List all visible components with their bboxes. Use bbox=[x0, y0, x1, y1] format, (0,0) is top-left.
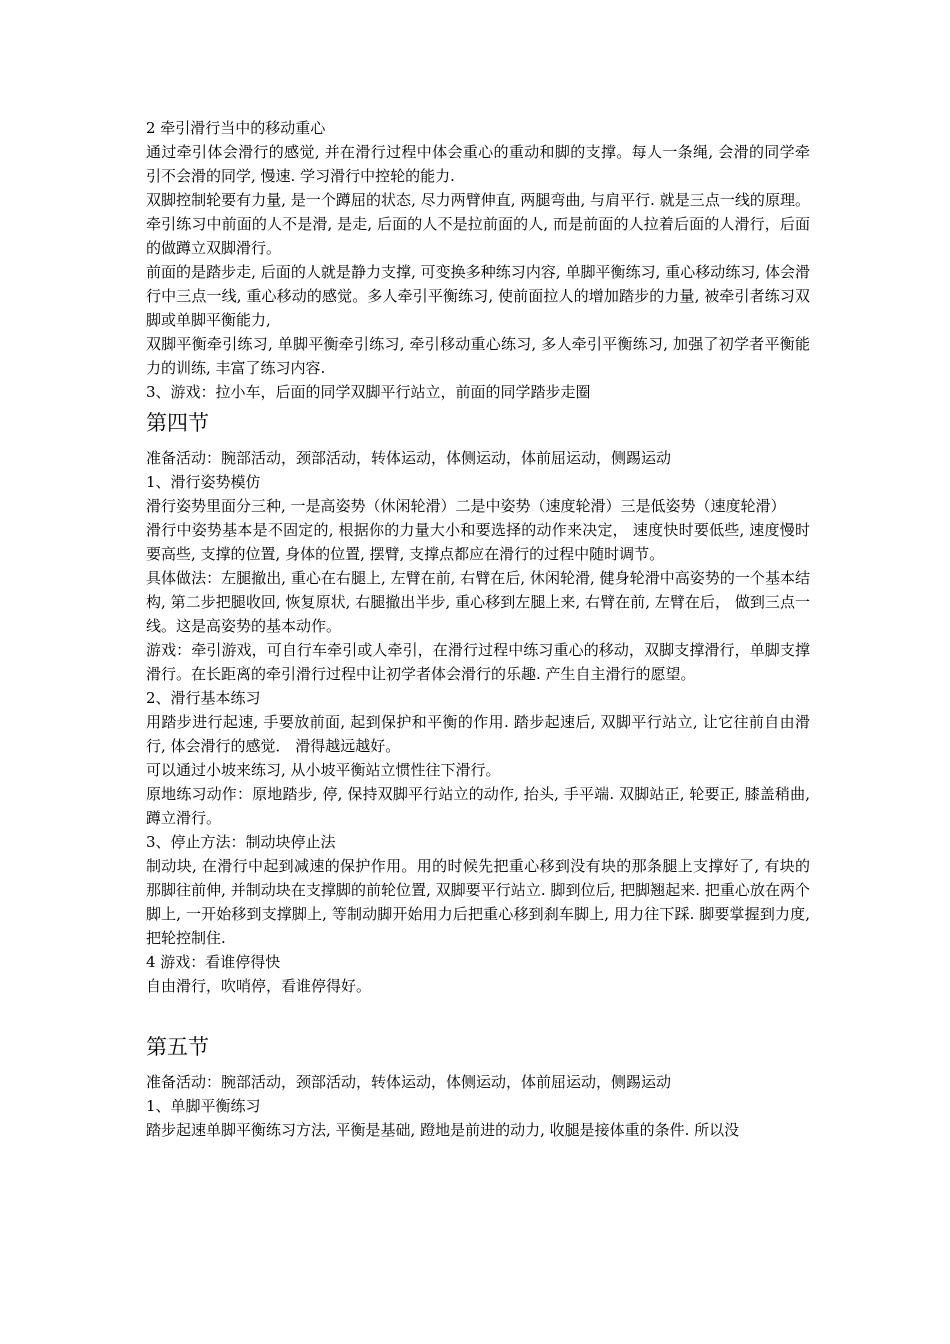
paragraph: 前面的是踏步走, 后面的人就是静力支撑, 可变换多种练习内容, 单脚平衡练习, 重心移动练习, 体会滑行中三点一线, 重心移动的感觉。多人牵引平衡练习, 使前面拉人的增加踏步的力量, 被牵引者练习双脚或单脚平衡能力, bbox=[146, 263, 810, 329]
paragraph: 准备活动：腕部活动，颈部活动，转体运动，体侧运动，体前屈运动，侧踢运动 bbox=[146, 449, 672, 467]
paragraph: 具体做法：左腿撤出, 重心在右腿上, 左臂在前, 右臂在后, 休闲轮滑, 健身轮滑中高姿势的一个基本结构, 第二步把腿收回, 恢复原状, 右腿撤出半步, 重心移到左腿上来, 右臂在前, 左臂在后， 做到三点一线。这是高姿势的基本动作。 bbox=[146, 569, 810, 635]
document-page bbox=[146, 116, 810, 1142]
paragraph: 双脚平衡牵引练习, 单脚平衡牵引练习, 牵引移动重心练习, 多人牵引平衡练习, 加强了初学者平衡能力的训练, 丰富了练习内容. bbox=[146, 335, 810, 377]
paragraph: 通过牵引体会滑行的感觉, 并在滑行过程中体会重心的重动和脚的支撑。每人一条绳, 会滑的同学牵引不会滑的同学, 慢速. 学习滑行中控轮的能力. bbox=[146, 143, 810, 185]
paragraph: 2、滑行基本练习 bbox=[146, 689, 261, 707]
paragraph: 原地练习动作：原地踏步, 停, 保持双脚平行站立的动作, 抬头, 手平端. 双脚站正, 轮要正, 膝盖稍曲, 蹲立滑行。 bbox=[146, 785, 810, 827]
paragraph: 双脚控制轮要有力量, 是一个蹲屈的状态, 尽力两臂伸直, 两腿弯曲, 与肩平行. 就是三点一线的原理。牵引练习中前面的人不是滑, 是走, 后面的人不是拉前面的人, 而是前面的人拉着后面的人滑行，后面的做蹲立双脚滑行。 bbox=[146, 191, 810, 257]
paragraph: 踏步起速单脚平衡练习方法, 平衡是基础, 蹬地是前进的动力, 收腿是接体重的条件. 所以没 bbox=[146, 1121, 740, 1139]
paragraph: 1、滑行姿势模仿 bbox=[146, 473, 261, 491]
paragraph: 3、停止方法：制动块停止法 bbox=[146, 833, 336, 851]
section-heading-4: 第四节 bbox=[146, 411, 209, 435]
paragraph: 可以通过小坡来练习, 从小坡平衡站立惯性往下滑行。 bbox=[146, 761, 501, 779]
paragraph: 滑行中姿势基本是不固定的, 根据你的力量大小和要选择的动作来决定， 速度快时要低些, 速度慢时要高些, 支撑的位置, 身体的位置, 摆臂, 支撑点都应在滑行的过程中随时调节。 bbox=[146, 521, 810, 563]
paragraph: 游戏：牵引游戏，可自行车牵引或人牵引，在滑行过程中练习重心的移动，双脚支撑滑行，单脚支撑滑行。在长距离的牵引滑行过程中让初学者体会滑行的乐趣. 产生自主滑行的愿望。 bbox=[146, 641, 810, 683]
paragraph: 制动块, 在滑行中起到减速的保护作用。用的时候先把重心移到没有块的那条腿上支撑好了, 有块的那脚往前伸, 并制动块在支撑脚的前轮位置, 双脚要平行站立. 脚到位后, 把脚翘起来. 把重心放在两个脚上, 一开始移到支撑脚上, 等制动脚开始用力后把重心移到刹车脚上, 用力往下踩. 脚要掌握到力度, 把轮控制住. bbox=[146, 857, 810, 947]
paragraph: 滑行姿势里面分三种, 一是高姿势（休闲轮滑）二是中姿势（速度轮滑）三是低姿势（速度轮滑） bbox=[146, 497, 786, 515]
paragraph: 3、游戏：拉小车，后面的同学双脚平行站立，前面的同学踏步走圈 bbox=[146, 383, 591, 401]
paragraph: 2 牵引滑行当中的移动重心 bbox=[146, 119, 326, 137]
section-heading-5: 第五节 bbox=[146, 1035, 209, 1059]
paragraph: 4 游戏：看谁停得快 bbox=[146, 953, 281, 971]
paragraph: 准备活动：腕部活动，颈部活动，转体运动，体侧运动，体前屈运动，侧踢运动 bbox=[146, 1073, 672, 1091]
paragraph: 自由滑行，吹哨停，看谁停得好。 bbox=[146, 977, 372, 995]
paragraph: 1、单脚平衡练习 bbox=[146, 1097, 261, 1115]
paragraph: 用踏步进行起速, 手要放前面, 起到保护和平衡的作用. 踏步起速后, 双脚平行站立, 让它往前自由滑行, 体会滑行的感觉． 滑得越远越好。 bbox=[146, 713, 810, 755]
